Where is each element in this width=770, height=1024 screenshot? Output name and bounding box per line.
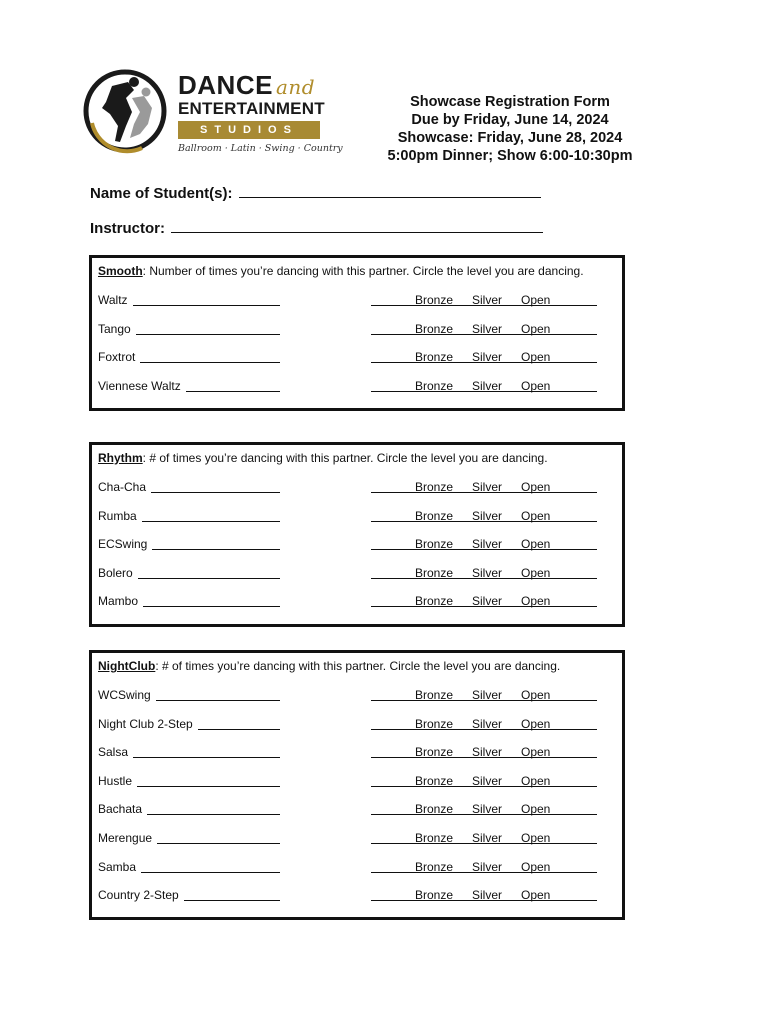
level-options xyxy=(371,565,597,580)
dance-name: Rumba xyxy=(98,508,137,523)
dance-name: Samba xyxy=(98,859,137,874)
student-name-line[interactable] xyxy=(239,184,541,198)
level-options xyxy=(371,508,597,523)
level-open[interactable]: Open xyxy=(521,508,551,523)
level-silver[interactable]: Silver xyxy=(472,859,503,874)
level-silver[interactable]: Silver xyxy=(472,480,503,494)
level-open[interactable]: Open xyxy=(521,859,551,874)
level-silver[interactable]: Silver xyxy=(472,831,503,845)
logo-and-text: and xyxy=(275,75,316,99)
level-silver[interactable]: Silver xyxy=(472,321,503,336)
dance-name: Merengue xyxy=(98,831,153,845)
level-bronze[interactable]: Bronze xyxy=(415,537,454,552)
level-options xyxy=(371,350,597,365)
section-instructions: : # of times you’re dancing with this partner. Circle the level you are dancing. xyxy=(155,659,561,673)
level-bronze[interactable]: Bronze xyxy=(415,888,454,903)
level-silver[interactable]: Silver xyxy=(472,378,503,393)
level-bronze[interactable]: Bronze xyxy=(415,350,454,365)
level-silver[interactable]: Silver xyxy=(472,773,503,788)
dance-name: Tango xyxy=(98,321,131,336)
level-open[interactable]: Open xyxy=(521,293,551,307)
dance-row xyxy=(98,379,618,395)
dance-name: Mambo xyxy=(98,594,139,609)
dance-row xyxy=(98,774,618,790)
level-open[interactable]: Open xyxy=(521,745,551,760)
times-dancing-line[interactable] xyxy=(198,729,280,730)
times-dancing-line[interactable] xyxy=(184,900,280,901)
dance-row xyxy=(98,831,618,847)
times-dancing-line[interactable] xyxy=(143,606,280,607)
level-bronze[interactable]: Bronze xyxy=(415,508,454,523)
level-open[interactable]: Open xyxy=(521,378,551,393)
times-dancing-line[interactable] xyxy=(186,391,280,392)
level-options xyxy=(371,321,597,336)
dance-name: Bachata xyxy=(98,802,143,817)
level-options xyxy=(371,859,597,874)
level-open[interactable]: Open xyxy=(521,350,551,365)
dance-name: ECSwing xyxy=(98,537,148,552)
section-heading xyxy=(98,451,548,465)
level-bronze[interactable]: Bronze xyxy=(415,859,454,874)
level-open[interactable]: Open xyxy=(521,773,551,788)
times-dancing-line[interactable] xyxy=(137,786,280,787)
form-header xyxy=(372,93,648,165)
level-silver[interactable]: Silver xyxy=(472,508,503,523)
level-silver[interactable]: Silver xyxy=(472,888,503,903)
level-options xyxy=(371,831,597,845)
studio-logo xyxy=(82,68,343,164)
due-date: Due by Friday, June 14, 2024 xyxy=(411,112,609,128)
level-options xyxy=(371,537,597,552)
level-options xyxy=(371,594,597,609)
dance-row xyxy=(98,566,618,582)
dance-row xyxy=(98,480,618,496)
level-bronze[interactable]: Bronze xyxy=(415,480,454,494)
times-dancing-line[interactable] xyxy=(138,578,280,579)
dance-row xyxy=(98,888,618,904)
level-open[interactable]: Open xyxy=(521,594,551,609)
level-options xyxy=(371,802,597,817)
instructor-field xyxy=(90,219,543,237)
level-silver[interactable]: Silver xyxy=(472,565,503,580)
level-silver[interactable]: Silver xyxy=(472,537,503,552)
dance-row xyxy=(98,717,618,733)
dance-name: WCSwing xyxy=(98,688,151,702)
level-silver[interactable]: Silver xyxy=(472,293,503,307)
times-dancing-line[interactable] xyxy=(141,872,280,873)
times-dancing-line[interactable] xyxy=(152,549,280,550)
dance-row xyxy=(98,688,618,704)
logo-tagline: Ballroom · Latin · Swing · Country xyxy=(178,143,343,154)
level-bronze[interactable]: Bronze xyxy=(415,565,454,580)
section-nightclub xyxy=(89,650,625,920)
level-open[interactable]: Open xyxy=(521,716,551,731)
level-bronze[interactable]: Bronze xyxy=(415,745,454,760)
level-open[interactable]: Open xyxy=(521,831,551,845)
level-options xyxy=(371,378,597,393)
level-options xyxy=(371,480,597,494)
dance-row xyxy=(98,537,618,553)
dance-name: Night Club 2-Step xyxy=(98,716,193,731)
dance-row xyxy=(98,802,618,818)
dance-name: Foxtrot xyxy=(98,350,136,365)
dance-row xyxy=(98,322,618,338)
times-dancing-line[interactable] xyxy=(157,843,280,844)
level-silver[interactable]: Silver xyxy=(472,350,503,365)
section-heading xyxy=(98,264,584,278)
section-heading xyxy=(98,659,560,673)
level-options xyxy=(371,888,597,903)
showcase-date: Showcase: Friday, June 28, 2024 xyxy=(397,130,623,146)
logo-dance-text: DANCE and xyxy=(178,70,316,100)
times-dancing-line[interactable] xyxy=(151,492,280,493)
dance-name: Waltz xyxy=(98,293,128,307)
level-options xyxy=(371,773,597,788)
section-name: Rhythm xyxy=(98,451,143,465)
section-instructions: : Number of times you’re dancing with this partner. Circle the level you are dancing. xyxy=(142,264,584,278)
level-open[interactable]: Open xyxy=(521,537,551,552)
level-silver[interactable]: Silver xyxy=(472,802,503,817)
dance-row xyxy=(98,860,618,876)
times-dancing-line[interactable] xyxy=(147,814,280,815)
form-title: Showcase Registration Form xyxy=(410,94,610,110)
dance-name: Hustle xyxy=(98,773,133,788)
section-name: Smooth xyxy=(98,264,143,278)
section-instructions: : # of times you’re dancing with this partner. Circle the level you are dancing. xyxy=(142,451,548,465)
level-silver[interactable]: Silver xyxy=(472,594,503,609)
student-name-field xyxy=(90,184,541,202)
instructor-label: Instructor: xyxy=(90,220,165,237)
dance-name: Cha-Cha xyxy=(98,480,147,494)
dance-row xyxy=(98,350,618,366)
level-bronze[interactable]: Bronze xyxy=(415,688,454,702)
student-name-label: Name of Student(s): xyxy=(90,185,233,202)
level-bronze[interactable]: Bronze xyxy=(415,378,454,393)
dance-row xyxy=(98,594,618,610)
times-dancing-line[interactable] xyxy=(142,521,280,522)
level-silver[interactable]: Silver xyxy=(472,745,503,760)
show-times: 5:00pm Dinner; Show 6:00-10:30pm xyxy=(387,148,633,164)
level-bronze[interactable]: Bronze xyxy=(415,293,454,307)
level-bronze[interactable]: Bronze xyxy=(415,594,454,609)
times-dancing-line[interactable] xyxy=(140,362,280,363)
dance-name: Bolero xyxy=(98,565,133,580)
level-options xyxy=(371,688,597,702)
level-silver[interactable]: Silver xyxy=(472,688,503,702)
instructor-line[interactable] xyxy=(171,219,543,233)
times-dancing-line[interactable] xyxy=(133,757,280,758)
level-open[interactable]: Open xyxy=(521,888,551,903)
level-bronze[interactable]: Bronze xyxy=(415,831,454,845)
level-open[interactable]: Open xyxy=(521,565,551,580)
level-bronze[interactable]: Bronze xyxy=(415,802,454,817)
level-open[interactable]: Open xyxy=(521,802,551,817)
level-options xyxy=(371,716,597,731)
dance-row xyxy=(98,509,618,525)
level-open[interactable]: Open xyxy=(521,321,551,336)
times-dancing-line[interactable] xyxy=(133,305,280,306)
level-bronze[interactable]: Bronze xyxy=(415,321,454,336)
level-open[interactable]: Open xyxy=(521,688,551,702)
level-bronze[interactable]: Bronze xyxy=(415,773,454,788)
level-options xyxy=(371,745,597,760)
dance-name: Salsa xyxy=(98,745,129,760)
dance-name: Country 2-Step xyxy=(98,888,179,903)
dance-name: Viennese Waltz xyxy=(98,378,181,393)
level-silver[interactable]: Silver xyxy=(472,716,503,731)
level-bronze[interactable]: Bronze xyxy=(415,716,454,731)
dancers-logo-icon xyxy=(82,68,168,154)
times-dancing-line[interactable] xyxy=(156,700,280,701)
section-name: NightClub xyxy=(98,659,156,673)
times-dancing-line[interactable] xyxy=(136,334,280,335)
section-smooth xyxy=(89,255,625,411)
logo-studios-banner: STUDIOS xyxy=(178,121,320,139)
section-rhythm xyxy=(89,442,625,627)
dance-row xyxy=(98,293,618,309)
level-open[interactable]: Open xyxy=(521,480,551,494)
dance-row xyxy=(98,745,618,761)
logo-entertainment-text: ENTERTAINMENT xyxy=(178,99,325,118)
level-options xyxy=(371,293,597,307)
